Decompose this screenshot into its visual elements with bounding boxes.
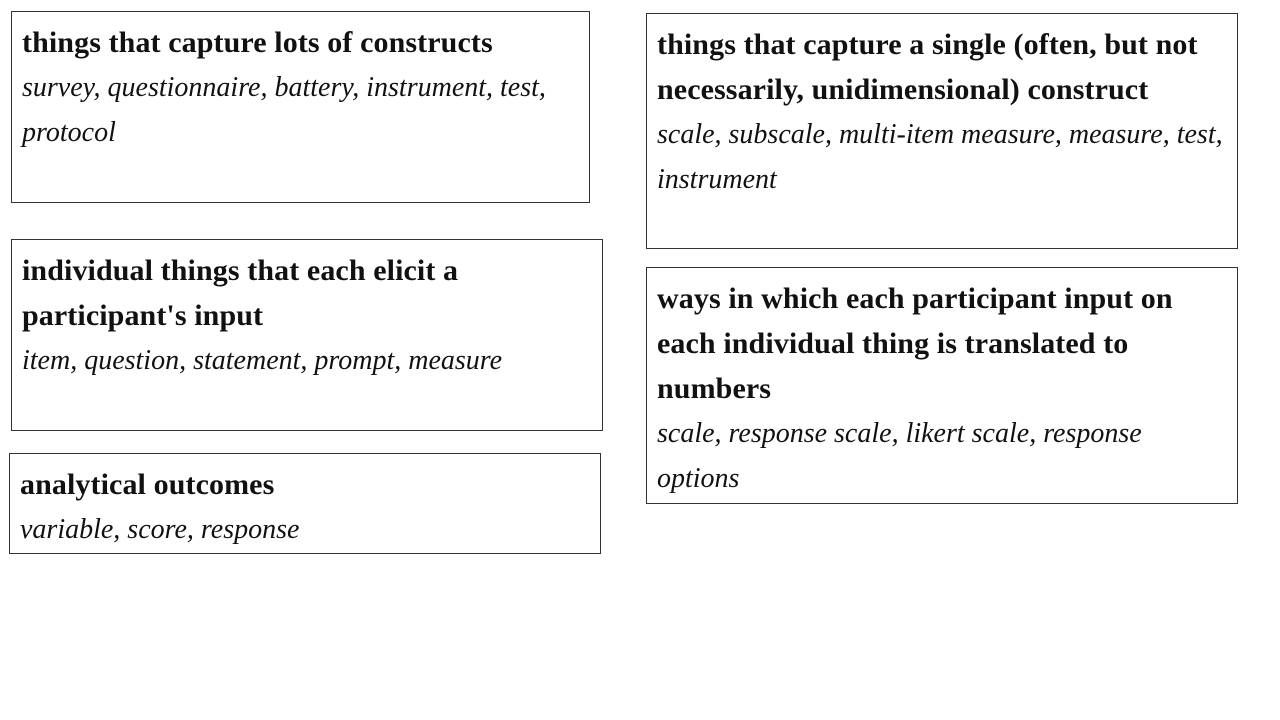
box-terms: scale, response scale, likert scale, response options [657,418,1142,494]
box-title: ways in which each participant input on each individual thing is translated to numbers [657,282,1173,405]
box-terms: survey, questionnaire, battery, instrument, test, protocol [22,72,546,148]
box-terms: scale, subscale, multi-item measure, measure, test, instrument [657,119,1223,195]
constructs-collection-box [11,11,590,203]
single-construct-box [646,13,1238,249]
box-terms: item, question, statement, prompt, measure [22,345,503,376]
individual-items-box [11,239,603,431]
box-terms: variable, score, response [20,514,300,545]
box-title: things that capture a single (often, but not necessarily, unidimensional) construct [657,28,1198,106]
box-title: analytical outcomes [20,468,275,501]
box-title: individual things that each elicit a participant's input [22,254,459,332]
analytical-outcomes-box [9,453,601,554]
box-title: things that capture lots of constructs [22,26,493,59]
response-translation-box [646,267,1238,504]
